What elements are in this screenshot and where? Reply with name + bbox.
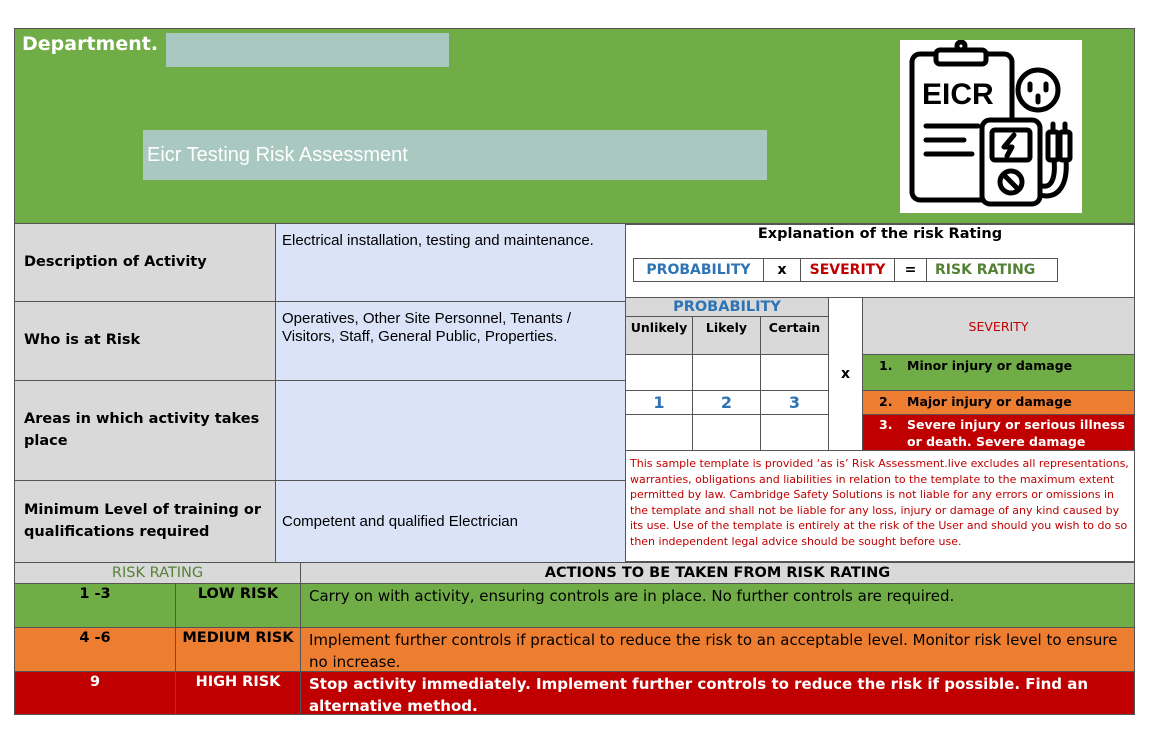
probability-spacer-cell — [692, 354, 761, 391]
eicr-logo-text: EICR — [922, 78, 994, 111]
probability-col-certain: Certain — [760, 316, 829, 355]
risk-action-high: Stop activity immediately. Implement further controls to reduce the risk if possible. Find an alternative method. — [300, 671, 1135, 715]
info-label-training: Minimum Level of training or qualifications required — [14, 480, 276, 563]
severity-num-2: 2. — [879, 394, 893, 409]
risk-action-low: Carry on with activity, ensuring controls are in place. No further controls are required. — [300, 583, 1135, 628]
severity-text-3: Severe injury or serious illness or death. Severe damage — [907, 417, 1125, 449]
probability-spacer-cell — [625, 414, 693, 451]
department-field[interactable] — [166, 33, 449, 67]
explanation-title: Explanation of the risk Rating — [757, 226, 1003, 242]
info-value-who-at-risk[interactable]: Operatives, Other Site Personnel, Tenants / Visitors, Staff, General Public, Properties. — [275, 301, 626, 381]
probability-value-3: 3 — [760, 390, 829, 415]
severity-num-3: 3. — [879, 417, 893, 432]
eicr-logo — [900, 40, 1082, 213]
department-label: Department. — [22, 33, 159, 55]
severity-title: SEVERITY — [862, 297, 1135, 355]
severity-item-2 — [862, 390, 1135, 415]
probability-spacer-cell — [692, 414, 761, 451]
risk-range-high: 9 — [14, 671, 176, 715]
severity-text-2: Major injury or damage — [907, 394, 1072, 409]
risk-action-medium: Implement further controls if practical to reduce the risk to an acceptable level. Monitor risk level to ensure no increase. — [300, 627, 1135, 672]
formula-equals: = — [894, 258, 927, 282]
info-value-training[interactable]: Competent and qualified Electrician — [275, 480, 626, 563]
risk-level-medium: MEDIUM RISK — [175, 627, 301, 672]
probability-value-2: 2 — [692, 390, 761, 415]
info-label-who-at-risk: Who is at Risk — [14, 301, 276, 381]
formula-severity: SEVERITY — [800, 258, 895, 282]
info-value-description[interactable]: Electrical installation, testing and maintenance. — [275, 223, 626, 302]
risk-range-medium: 4 -6 — [14, 627, 176, 672]
severity-text-1: Minor injury or damage — [907, 358, 1073, 373]
risk-level-low: LOW RISK — [175, 583, 301, 628]
probability-col-likely: Likely — [692, 316, 761, 355]
formula-probability: PROBABILITY — [633, 258, 764, 282]
severity-item-3 — [862, 414, 1135, 451]
severity-num-1: 1. — [879, 358, 893, 373]
risk-table-header-rating: RISK RATING — [14, 562, 301, 584]
info-label-areas: Areas in which activity takes place — [14, 380, 276, 481]
risk-level-high: HIGH RISK — [175, 671, 301, 715]
formula-risk-rating: RISK RATING — [926, 258, 1058, 282]
formula-times: x — [763, 258, 801, 282]
info-label-description: Description of Activity — [14, 223, 276, 302]
probability-spacer-cell — [625, 354, 693, 391]
probability-spacer-cell — [760, 354, 829, 391]
probability-value-1: 1 — [625, 390, 693, 415]
probability-title: PROBABILITY — [625, 297, 829, 317]
risk-table-header-actions: ACTIONS TO BE TAKEN FROM RISK RATING — [300, 562, 1135, 584]
risk-range-low: 1 -3 — [14, 583, 176, 628]
multiply-sign: x — [828, 297, 863, 451]
info-value-areas[interactable] — [275, 380, 626, 481]
severity-item-1 — [862, 354, 1135, 391]
probability-spacer-cell — [760, 414, 829, 451]
page-title[interactable]: Eicr Testing Risk Assessment — [143, 130, 767, 180]
disclaimer-text: This sample template is provided ‘as is’ Risk Assessment.live excludes all representations, warranties, obligations and liabilities in relation to the template to the maximum extent permitted by law. Cambridge Safety Solutions is not liable for any errors or omissions in the template and shall not be liable for any loss, injury or damage of any kind caused by its use. Use of the template is entirely at the risk of the User and should you wish to do so then independent legal advice should be sought before use. — [625, 450, 1135, 562]
probability-col-unlikely: Unlikely — [625, 316, 693, 355]
eicr-clipboard-socket-tester-icon — [900, 40, 1082, 213]
